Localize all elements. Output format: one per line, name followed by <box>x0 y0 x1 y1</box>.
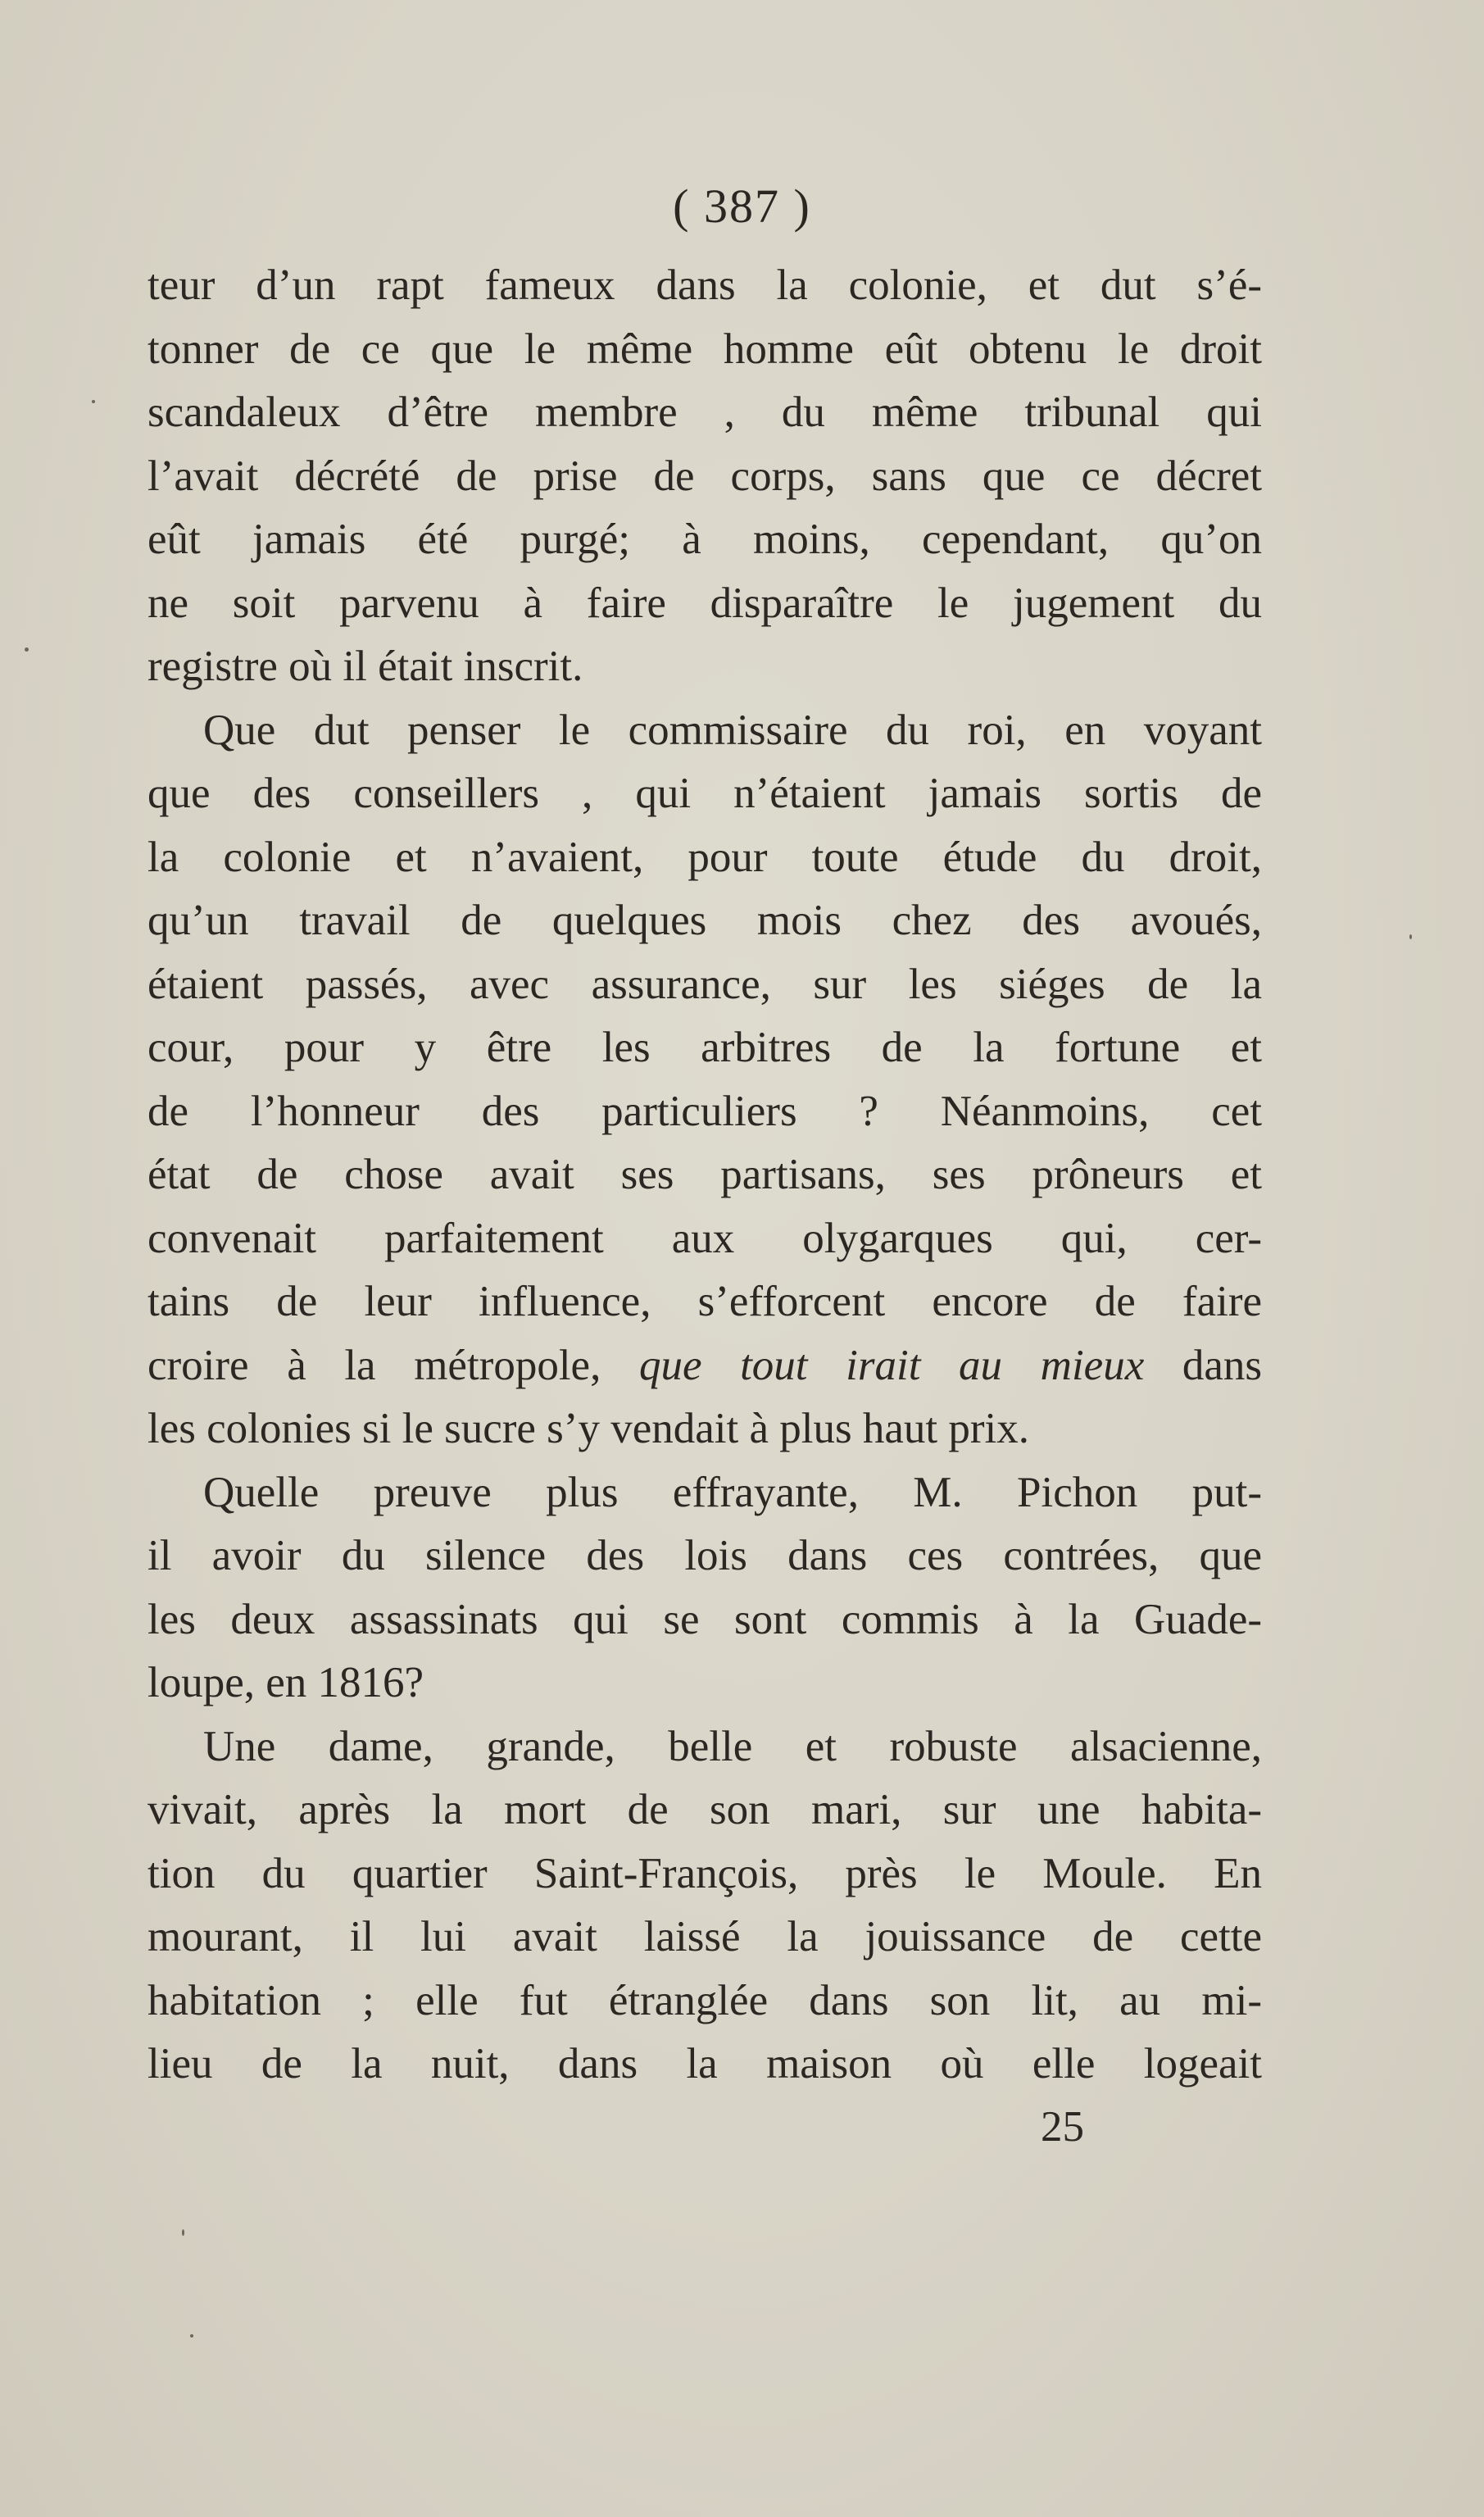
text-line: lieu de la nuit, dans la maison où elle logeait <box>147 2040 1262 2088</box>
text-line: vivait, après la mort de son mari, sur une habita- <box>147 1786 1262 1833</box>
paper-speck <box>25 647 29 652</box>
paper-speck <box>1409 934 1412 939</box>
text-line: habitation ; elle fut étranglée dans son lit, au mi- <box>147 1976 1262 2024</box>
text-line: Que dut penser le commissaire du roi, en voyant <box>203 706 1262 754</box>
text-line: les deux assassinats qui se sont commis à la Guade- <box>147 1595 1262 1643</box>
text-line: teur d’un rapt fameux dans la colonie, et dut s’é- <box>147 261 1262 309</box>
text-line: l’avait décrété de prise de corps, sans que ce décret <box>147 452 1262 500</box>
text-line: état de chose avait ses partisans, ses prôneurs et <box>147 1151 1262 1198</box>
signature-mark: 25 <box>1041 2103 1084 2151</box>
body-text <box>147 254 1262 2097</box>
italic-phrase: que tout irait au mieux <box>638 1341 1145 1389</box>
text-line: cour, pour y être les arbitres de la fortune et <box>147 1024 1262 1071</box>
text-line: tains de leur influence, s’efforcent encore de faire <box>147 1278 1262 1325</box>
text-line: Une dame, grande, belle et robuste alsacienne, <box>203 1722 1262 1770</box>
text-segment: croire à la métropole, <box>147 1341 639 1389</box>
paper-speck <box>182 2229 184 2236</box>
text-line: de l’honneur des particuliers ? Néanmoins, cet <box>147 1087 1262 1135</box>
text-line: mourant, il lui avait laissé la jouissance de cette <box>147 1913 1262 1960</box>
text-line: tonner de ce que le même homme eût obtenu le droit <box>147 325 1262 373</box>
text-line: tion du quartier Saint-François, près le Moule. En <box>147 1849 1262 1897</box>
text-line: il avoir du silence des lois dans ces contrées, que <box>147 1532 1262 1579</box>
text-line: étaient passés, avec assurance, sur les siéges de la <box>147 960 1262 1008</box>
text-line: ne soit parvenu à faire disparaître le jugement du <box>147 579 1262 627</box>
text-line: eût jamais été purgé; à moins, cependant, qu’on <box>147 516 1262 563</box>
page-number: ( 387 ) <box>673 179 811 233</box>
text-line: que des conseillers , qui n’étaient jamais sortis de <box>147 770 1262 817</box>
text-segment: dans <box>1144 1341 1263 1389</box>
text-line: loupe, en 1816? <box>147 1659 424 1706</box>
paper-speck <box>92 400 95 403</box>
text-line: les colonies si le sucre s’y vendait à plus haut prix. <box>147 1405 1029 1452</box>
text-line: registre où il était inscrit. <box>147 643 583 690</box>
text-line: Quelle preuve plus effrayante, M. Pichon put- <box>203 1468 1262 1516</box>
paper-speck <box>190 2334 193 2338</box>
text-line: qu’un travail de quelques mois chez des avoués, <box>147 897 1262 944</box>
text-line <box>147 1334 1262 1398</box>
text-line: la colonie et n’avaient, pour toute étude du droit, <box>147 833 1262 881</box>
text-line: convenait parfaitement aux olygarques qui, cer- <box>147 1214 1262 1262</box>
text-line: scandaleux d’être membre , du même tribunal qui <box>147 388 1262 436</box>
